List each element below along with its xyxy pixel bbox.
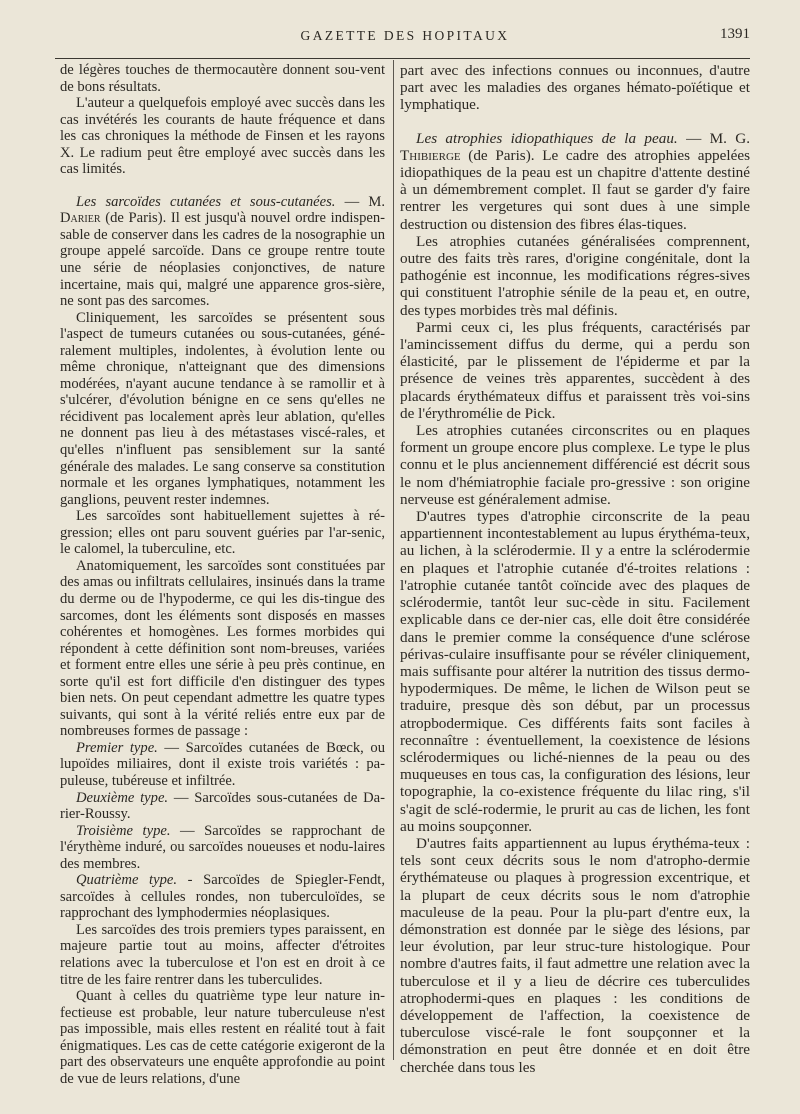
page-header [60, 28, 750, 52]
paragraph-text: Les atrophies cutanées généralisées comprennent, outre des faits très rares, d'origine congénitale, dont la pathogénie est inconnue, les modifications régres-sives qui constituent l'atrophie sénile de la peau et, en outre, des types morbides très mal définis. [400, 232, 750, 319]
page-number: 1391 [720, 26, 750, 42]
paragraph [60, 922, 385, 988]
paragraph-text: Les sarcoïdes sont habituellement sujettes à ré-gression; elles ont paru souvent guéries par l'ar-senic, le calomel, la tuberculine, etc. [60, 508, 385, 558]
header-rule [55, 58, 750, 59]
author-name: M. G. Thibierge [400, 129, 750, 164]
paragraph [60, 988, 385, 1087]
paragraph-text: — Sarcoïdes se rapprochant de l'érythème induré, ou sarcoïdes noueuses et nodu-laires des membres. [60, 822, 385, 872]
author-name: M. Darier [60, 193, 386, 227]
paragraph [60, 790, 385, 823]
paragraph [60, 740, 385, 790]
paragraph [60, 872, 385, 922]
paragraph-text: (de Paris). Il est jusqu'à nouvel ordre indispen-sable de conserver dans les cadres de la nosographie un groupe appelé sarcoïde. Dans ce groupe rentre toute une série de néoplasies conjonctives, de nature incertaine, mais qui, malgré une apparence gros-sière, ne sont pas des sarcomes. [60, 210, 385, 310]
paragraph-text: Anatomiquement, les sarcoïdes sont constituées par des amas ou infiltrats cellulaires, insinués dans la trame du derme ou de l'hypoderme, ce qui les dis-tingue des sarcomes, dont les éléments sont disposés en masses cohérentes et homogènes. Les formes morbides qui répondent à cette définition sont nom-breuses, variées et forment entre elles une série à peu près continue, en sorte qu'il est fort difficile d'en distinguer des types bien nets. On peut cependant admettre les quatre types suivants, qui sont à la vérité reliés entre eux par de nombreuses formes de passage : [60, 557, 385, 740]
paragraph-text: Quant à celles du quatrième type leur nature in-fectieuse est probable, leur nature tuberculeuse n'est pas impossible, mais elles restent en réalité tout à fait énigmatiques. Les cas de cette catégorie exigeront de la part des observateurs une enquête approfondie au point de vue de leurs relations, d'une [60, 988, 385, 1087]
paragraph-text: Parmi ceux ci, les plus fréquents, caractérisés par l'amincissement diffus du derme, qui a perdu son élasticité, par le plissement de l'épiderme et par la présence de veines très apparentes, succèdent à des placards érythémateux diffus et paraissent très voi-sins de l'érythromélie de Pick. [400, 318, 750, 422]
paragraph-text: Les sarcoïdes des trois premiers types paraissent, en majeure partie tout au moins, affecter d'étroites relations avec la tuberculose et l'on est en droit à ce titre de les faire rentrer dans les tuberculides. [60, 921, 385, 988]
paragraph [60, 823, 385, 873]
paragraph-text: Les atrophies cutanées circonscrites ou en plaques forment un groupe encore plus complexe. Le type le plus connu et le plus anciennement différencié est décrit sous le nom d'hémiatrophie faciale pro-gressive : son origine nerveuse est généralement admise. [400, 422, 750, 508]
section-heading-paragraph: Les atrophies idiopathiques de la peau. — M. G. Thibierge (de Paris). Le cadre des atrophies appelées idiopathiques de la peau est un chapitre d'attente destiné à un démembrement complet. Il faut se garder d'y faire rentrer les vergetures qui sont dues à une simple destruction ou distension des fibres élas-tiques. [400, 129, 750, 233]
section-heading-paragraph: Les sarcoïdes cutanées et sous-cutanées. — M. Darier (de Paris). Il est jusqu'à nouvel ordre indispen-sable de conserver dans les cadres de la nosographie un groupe appelé sarcoïde. Dans ce groupe rentre toute une série de néoplasies conjonctives, de nature incertaine, mais qui, malgré une apparence gros-sière, ne sont pas des sarcomes. [60, 193, 386, 310]
paragraph-text: — Sarcoïdes cutanées de Bœck, ou lupoïdes miliaires, dont il existe trois variétés : pa-puleuse, tubéreuse et infiltrée. [60, 739, 385, 789]
paragraph [60, 310, 385, 509]
paragraph-text: D'autres faits appartiennent au lupus érythéma-teux : tels sont ceux décrits sous le nom d'atropho-dermie érythémateuse ou plaques à progression excentrique, et la plupart de ceux décrits sous le nom d'atrophie maculeuse de la peau. Pour la plu-part d'entre eux, la démonstration est donnée par le siège des lésions, par leur évolution, par leur struc-ture histologique. Pour nombre d'autres faits, il faut admettre une relation avec la tuberculose et il y a lieu de décrire ces tuberculides atrophodermi-ques en plaques : les conditions de développement de l'affection, la coexistence de tuberculose viscé-rale le font soupçonner et la démonstration en peut être donnée et en doit être cherchée dans tous les [400, 834, 750, 1076]
paragraph [60, 508, 385, 558]
type-label: Troisième type. [76, 822, 171, 839]
paragraph-text: Cliniquement, les sarcoïdes se présentent sous l'aspect de tumeurs cutanées ou sous-cutanées, géné-ralement multiples, indolentes, à évolution lente ou même chronique, n'atteignant que des dimensions modérées, n'ayant aucune tendance à se ramollir et à s'ulcérer, d'évolution bénigne en ce sens qu'elles ne récidivent pas localement après leur ablation, qu'elles ne donnent pas lieu à des métastases viscé-rales, et qu'elles n'influent pas sensiblement sur la santé générale des malades. Le sang conserve sa constitution normale et les organes lymphatiques, notamment les ganglions, peuvent rester indemnes. [60, 309, 385, 508]
paragraph-text: — Sarcoïdes sous-cutanées de Da-rier-Roussy. [60, 789, 385, 823]
running-title: GAZETTE DES HOPITAUX [300, 28, 510, 43]
section-title: Les atrophies idiopathiques de la peau. [416, 129, 678, 147]
paragraph [400, 422, 750, 508]
paragraph [60, 62, 385, 95]
column-divider [393, 60, 394, 1060]
section-title: Les sarcoïdes cutanées et sous-cutanées. [76, 193, 336, 210]
paragraph-text: part avec des infections connues ou inconnues, d'autre part avec les maladies des organes hémato-poïétique et lymphatique. [400, 62, 750, 114]
type-label: Quatrième type. [76, 872, 177, 889]
paragraph [400, 508, 750, 835]
type-label: Premier type. [76, 739, 158, 756]
paragraph-text: - Sarcoïdes de Spiegler-Fendt, sarcoïdes à cellules rondes, non tuberculoïdes, se rapprochant des lymphodermies néoplasiques. [60, 872, 385, 922]
paragraph [60, 95, 385, 178]
paragraph [400, 835, 750, 1076]
paragraph-text: L'auteur a quelquefois employé avec succès dans les cas invétérés les courants de haute fréquence et dans les cas chroniques la méthode de Finsen et les rayons X. Le radium peut être employé avec succès dans les cas limités. [60, 95, 385, 178]
paragraph-text: de légères touches de thermocautère donnent sou-vent de bons résultats. [60, 62, 385, 95]
paragraph [400, 319, 750, 422]
right-column [400, 62, 750, 1076]
paragraph-text: D'autres types d'atrophie circonscrite de la peau appartiennent incontestablement au lupus érythéma-teux, au lichen, à la sclérodermie. Il y a entre la sclérodermie en plaques et l'atrophie cutanée d'é-troites relations : l'atrophie cutanée tantôt coïncide avec des plaques de sclérodermie, tantôt leur suc-cède in situ. Facilement explicable dans ce der-nier cas, elle doit être considérée dans le premier comme la conséquence d'une sclérose périvas-culaire insuffisante pour se révéler cliniquement, mais suffisante pour altérer la nutrition des tissus dermo-hypodermiques. De même, le lichen de Wilson peut se traduire, presque dès son début, par un processus atropbodermique. Ces différents faits sont faciles à reconnaître : éventuellement, la coexistence de lésions sclérodermiques ou liché-niennes de la peau ou des muqueuses en tous cas, la configuration des lésions, leur topographie, la co-existence fréquente du lilac ring, s'il s'agit de sclé-rodermie, le prurit au cas de lichen, les font au moins soupçonner. [400, 508, 750, 835]
paragraph-text: (de Paris). Le cadre des atrophies appelées idiopathiques de la peau est un chapitre d'attente destiné à un démembrement complet. Il faut se garder d'y faire rentrer les vergetures qui sont dues à une simple destruction ou distension des fibres élas-tiques. [400, 146, 750, 233]
paragraph [400, 233, 750, 319]
type-label: Deuxième type. [76, 789, 169, 806]
left-column [60, 62, 385, 1087]
paragraph [400, 62, 750, 114]
paragraph [60, 558, 385, 740]
